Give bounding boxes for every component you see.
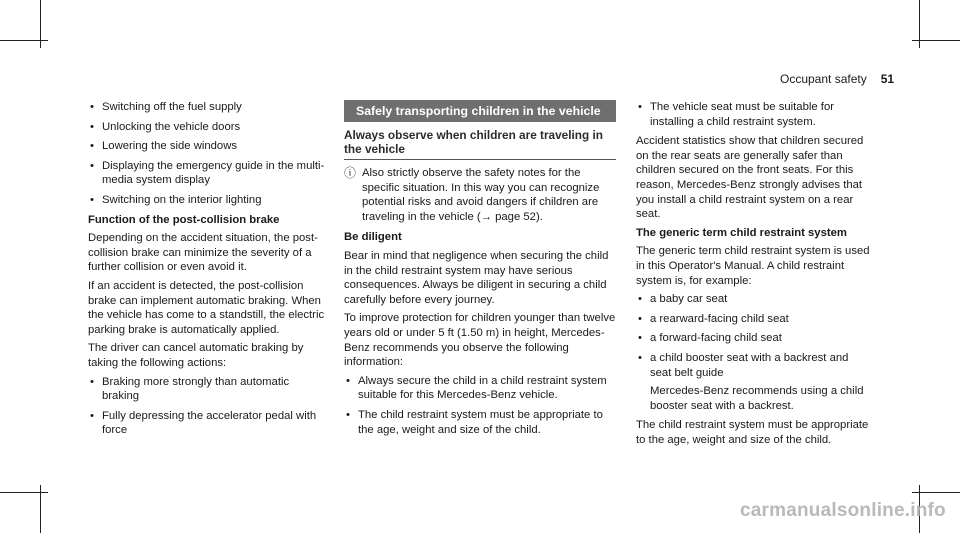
paragraph: Accident statistics show that children secured on the rear seats are generally safer than children secured on the front seats. For this reason, Mercedes-Benz strongly advises that you install a child restraint system on a rear seat. — [636, 135, 864, 221]
paragraph: The generic term child restraint system is used in this Operator's Manual. A child restraint system is, for example: — [636, 245, 870, 287]
watermark: carmanualsonline.info — [740, 500, 946, 521]
crop-mark — [912, 40, 960, 41]
crop-mark — [0, 40, 48, 41]
column-3 — [636, 100, 872, 451]
list-item: • Displaying the emergency guide in the multi-media system display — [88, 159, 328, 188]
crop-mark — [912, 492, 960, 493]
list-item: • Switching off the fuel supply — [88, 100, 328, 115]
paragraph: Depending on the accident situation, the post-collision brake can minimize the severity of a further collision or even avoid it. — [88, 232, 318, 274]
list-item: • Fully depressing the accelerator pedal with force — [88, 409, 328, 438]
list-item: • Unlocking the vehicle doors — [88, 120, 328, 135]
crop-mark — [0, 492, 48, 493]
list-item: • The vehicle seat must be suitable for installing a child restraint system. — [636, 100, 872, 129]
paragraph: The driver can cancel automatic braking by taking the following actions: — [88, 342, 304, 369]
paragraph: If an accident is detected, the post-collision brake can implement automatic braking. When the vehicle has come to a standstill, the electric parking brake is automatically applied. — [88, 279, 325, 336]
note-text: Also strictly observe the safety notes for the specific situation. In this way you can recognize potential risks and avoid dangers if children are traveling in the vehicle (→ page 52). — [362, 167, 600, 223]
bullet-list — [636, 292, 872, 413]
page-header — [780, 72, 894, 86]
paragraph: Bear in mind that negligence when securing the child in the child restraint system may have serious consequences. Always be diligent in securing a child carefully before every journey. — [344, 249, 609, 306]
list-item-note: Mercedes-Benz recommends using a child booster seat with a backrest. — [650, 385, 864, 412]
list-item: • a forward-facing child seat — [636, 331, 872, 346]
column-2 — [344, 100, 616, 442]
info-icon: ⓘ — [344, 166, 357, 180]
bullet-list — [88, 100, 328, 208]
list-item: • Braking more strongly than automatic braking — [88, 375, 328, 404]
safety-note — [344, 166, 616, 224]
paragraph: The child restraint system must be appropriate to the age, weight and size of the child. — [636, 419, 869, 446]
list-item-text: a child booster seat with a backrest and seat belt guide — [650, 351, 849, 379]
list-item: • a baby car seat — [636, 292, 872, 307]
paragraph: To improve protection for children younger than twelve years old or under 5 ft (1.50 m) in height, Mercedes-Benz recommends you observe the following information: — [344, 312, 616, 369]
subsection-heading: Always observe when children are traveling in the vehicle — [344, 128, 616, 160]
list-item: • Always secure the child in a child restraint system suitable for this Mercedes-Benz vehicle. — [344, 374, 616, 403]
bullet-list — [88, 375, 328, 438]
bullet-list — [636, 100, 872, 129]
column-1 — [88, 100, 328, 443]
bullet-list — [344, 374, 616, 437]
section-banner: Safely transporting children in the vehicle — [344, 100, 616, 122]
list-item: • The child restraint system must be appropriate to the age, weight and size of the child. — [344, 408, 616, 437]
section-heading: Function of the post-collision brake — [88, 213, 280, 226]
list-item: • a rearward-facing child seat — [636, 312, 872, 327]
section-heading: The generic term child restraint system — [636, 226, 847, 239]
section-heading: Be diligent — [344, 231, 402, 244]
page-number: 51 — [880, 72, 895, 86]
list-item — [636, 351, 872, 413]
list-item: • Lowering the side windows — [88, 139, 328, 154]
section-title: Occupant safety — [780, 72, 867, 86]
list-item: • Switching on the interior lighting — [88, 193, 328, 208]
